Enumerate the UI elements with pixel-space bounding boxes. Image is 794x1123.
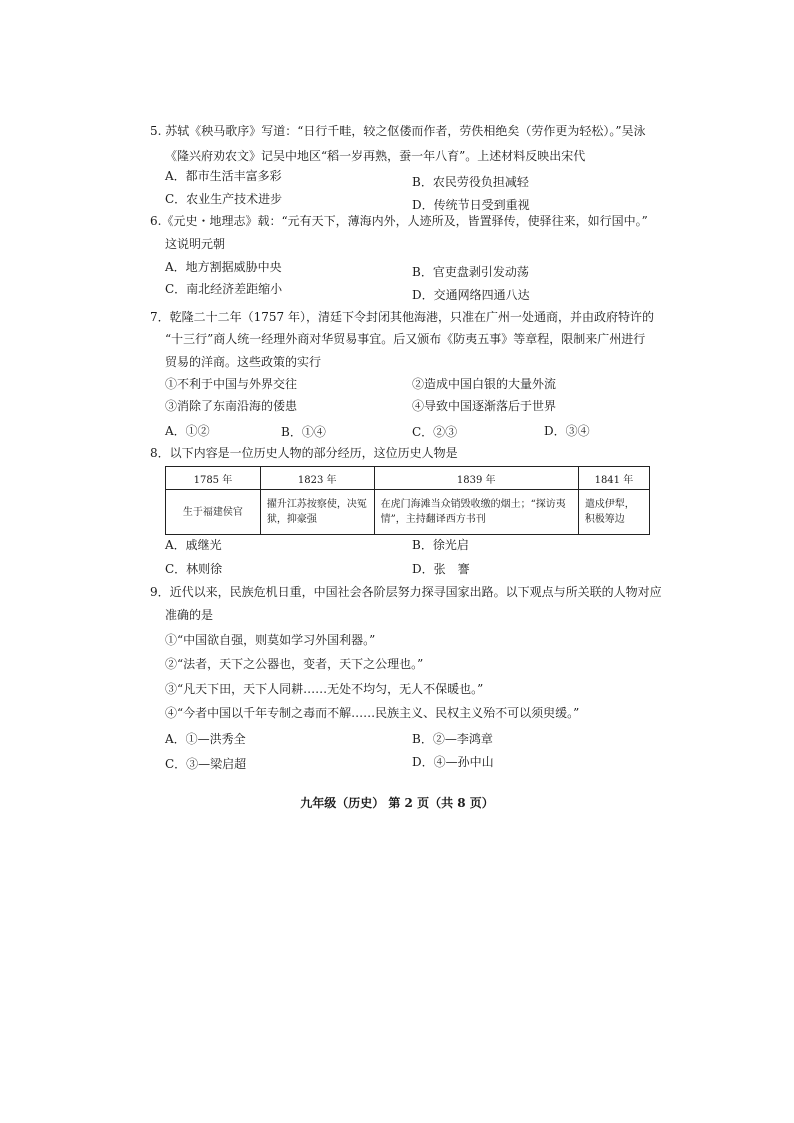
q5-option-b: B．农民劳役负担减轻: [412, 175, 529, 189]
q9-option-c: C．③—梁启超: [165, 757, 247, 771]
q5-stem-line-2: 《隆兴府劝农文》记吴中地区“稻一岁再熟，蚕一年八育”。上述材料反映出宋代: [165, 149, 586, 163]
q9-statement-3: ③“凡天下田，天下人同耕……无处不均匀，无人不保暖也。”: [165, 682, 484, 696]
q9-option-b: B．②—李鸿章: [412, 732, 493, 746]
q7-statement-4: ④导致中国逐渐落后于世界: [412, 399, 557, 413]
q7-option-d: D．③④: [544, 424, 590, 438]
q6-stem-line-1: 6.《元史・地理志》载：“元有天下，薄海内外，人迹所及，皆置驿传，使驿往来，如行国中。”: [150, 214, 648, 228]
q5-option-d: D．传统节日受到重视: [412, 198, 530, 212]
table-cell-1839: 在虎门海滩当众销毁收缴的烟土；“探访夷情”，主持翻译西方书刊: [374, 490, 578, 535]
table-cell-1823: 擢升江苏按察使，决冤狱，抑豪强: [260, 490, 374, 535]
q8-option-a: A．戚继光: [165, 538, 222, 552]
q9-option-a: A．①—洪秀全: [165, 732, 246, 746]
table-header-1839: 1839 年: [374, 467, 578, 490]
q9-stem-line-2: 准确的是: [165, 608, 214, 622]
q8-stem: 8．以下内容是一位历史人物的部分经历，这位历史人物是: [150, 446, 458, 460]
table-row: [166, 490, 650, 535]
q6-option-b: B．官吏盘剥引发动荡: [412, 265, 529, 279]
q5-stem-line-1: 5. 苏轼《秧马歌序》写道：“日行千畦，较之伛偻而作者，劳佚相绝矣（劳作更为轻松）。”吴泳: [150, 124, 646, 138]
q7-option-a: A．①②: [165, 424, 210, 438]
q5-option-a: A．都市生活丰富多彩: [165, 169, 282, 183]
table-header-1823: 1823 年: [260, 467, 374, 490]
q7-statement-1: ①不利于中国与外界交往: [165, 377, 298, 391]
q7-stem-line-1: 7．乾隆二十二年（1757 年），清廷下令封闭其他海港，只准在广州一处通商，并由政府特许的: [150, 310, 654, 324]
q7-statement-3: ③消除了东南沿海的倭患: [165, 399, 298, 413]
q9-statement-2: ②“法者，天下之公器也，变者，天下之公理也。”: [165, 657, 424, 671]
q9-option-d: D．④—孙中山: [412, 755, 494, 769]
table-header-row: [166, 467, 650, 490]
q8-option-b: B．徐光启: [412, 538, 469, 552]
q8-option-c: C．林则徐: [165, 562, 223, 576]
q9-statement-4: ④“今者中国以千年专制之毒而不解……民族主义、民权主义殆不可以须臾缓。”: [165, 706, 580, 720]
q7-statement-2: ②造成中国白银的大量外流: [412, 377, 557, 391]
q6-option-d: D．交通网络四通八达: [412, 288, 530, 302]
table-header-1841: 1841 年: [578, 467, 649, 490]
q8-option-d: D．张 謇: [412, 562, 470, 576]
q7-option-b: B．①④: [281, 425, 326, 439]
table-header-1785: 1785 年: [166, 467, 261, 490]
q5-option-c: C．农业生产技术进步: [165, 192, 283, 206]
q8-history-table: [165, 466, 650, 535]
q6-option-c: C．南北经济差距缩小: [165, 282, 283, 296]
page-footer: 九年级（历史） 第 2 页（共 8 页）: [300, 796, 494, 810]
q6-stem-line-2: 这说明元朝: [165, 237, 226, 251]
q9-stem-line-1: 9．近代以来，民族危机日重，中国社会各阶层努力探寻国家出路。以下观点与所关联的人物对应: [150, 585, 662, 599]
q9-statement-1: ①“中国欲自强，则莫如学习外国利器。”: [165, 633, 376, 647]
q6-option-a: A．地方割据威胁中央: [165, 260, 282, 274]
q7-option-c: C．②③: [412, 425, 458, 439]
q7-stem-line-2: “十三行”商人统一经理外商对华贸易事宜。后又颁布《防夷五事》等章程，限制来广州进行: [165, 332, 646, 346]
table-cell-1785: 生于福建侯官: [166, 490, 261, 535]
table-cell-1841: 遣戍伊犁，积极筹边: [578, 490, 649, 535]
q7-stem-line-3: 贸易的洋商。这些政策的实行: [165, 355, 322, 369]
